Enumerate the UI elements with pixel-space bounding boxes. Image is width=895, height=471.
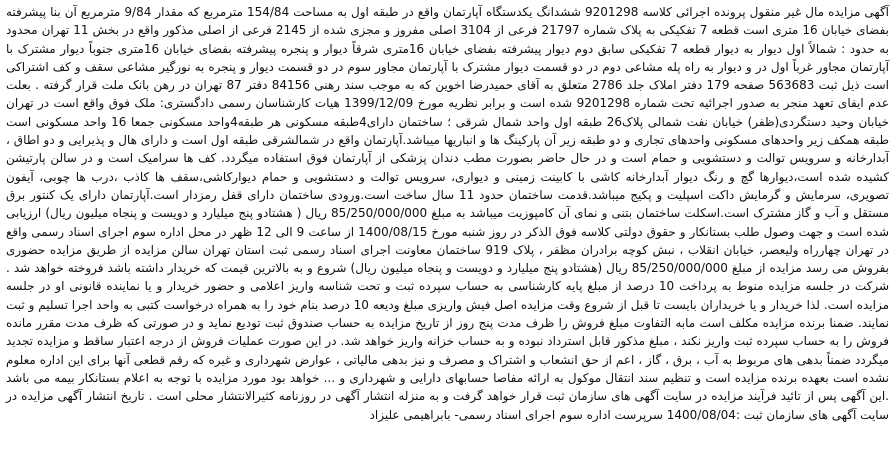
auction-notice-text: آگهی مزایده مال غیر منقول پرونده اجرائی کلاسه 9201298 ششدانگ یکدستگاه آپارتمان واقع در طبقه اول به مساحت 154/84 مترمربع که مقدار 9/84 مترمربع آن بنا پیشرفته بفضای خیابان 16 متری است قطعه 7 تفکیکی به پلاک شماره 21797 فرعی از 3104 اصلی مفروز و مجزی شده از 2145 فرعی از اصلی مذکور واقع در بخش 11 تهران محدود به حدود : شمالاً اول دیوار به دیوار قطعه 7 تفکیکی سابق دوم دیوار پیشرفته بفضای خیابان 16متری شرقاً دیوار و پنجره پیشرفته بفضای خیابان 16متری جنوباً دیوار مشترک با آپارتمان مجاور غرباً اول در و دیوار به راه پله مشاعی دوم در دو قسمت دیوار مشترک با آپارتمان مجاور سوم در دو قسمت دیوار و پنجره به نورگیر مشاعی سقف و کف اشتراکی است ذیل ثبت 563683 صفحه 179 دفتر املاک جلد 2786 متعلق به آقای حمیدرضا اخوین که به موجب سند رهنی 84156 دفتر 87 تهران در رهن بانک ملت قرار گرفته . بعلت عدم ایفای تعهد منجر به صدور اجرائیه تحت شماره 9201298 شده است و برابر نظریه مورخ 1399/12/09 هیات کارشناسان رسمی دادگستری: ملک فوق واقع است در تهران خیابان وحید دستگردی(ظفر) خیابان نفت شمالی پلاک26 طبقه اول واحد شمال شرقی ؛ ساختمان دارای4طبقه مسکونی هر طبقه4واحد مسکونی جمعا 16 واحد مسکونی است طبقه همکف زیر واحدهای مسکونی واحدهای تجاری و دو طبقه زیر آن پارکینگ ها و انباریها میباشد.آپارتمان واقع در شمالشرقی طبقه اول است و دارای هال و پذیرایی و دو اطاق ، آبدارخانه و سرویس توالت و دستشویی و حمام است و در حال حاضر بصورت مطب دندان پزشکی از آپارتمان فوق استفاده میگردد. کف ها سرامیک است و در سالن پارتیشن کشیده شده است،دیوارها گچ و رنگ دیوار آبدارخانه کاشی با کابینت زمینی و دیواری، سرویس توالت و دستشویی و حمام دیوارکاشی،سقف ها کاذب ،درب ها چوبی، آیفون تصویری، سرمایش و گرمایش داکت اسپلیت و پکیج میباشد.قدمت ساختمان حدود 11 سال ساخت است.ورودی ساختمان دارای قفل رمزدار است.آپارتمان دارای یک کنتور برق مستقل و آب و گاز مشترک است.اسکلت ساختمان بتنی و نمای آن کامپوزیت میباشد به مبلغ 85/250/000/000 ریال ( هشتادو پنج میلیارد و دویست و پنجاه میلیون ریال) ارزیابی شده است و جهت وصول طلب بستانکار و حقوق دولتی کلاسه فوق الذکر در روز شنبه مورخ 1400/08/15 از ساعت 9 الی 12 ظهر در محل اداره سوم اجرای اسناد رسمی واقع در تهران چهارراه ولیعصر، خیابان انقلاب ، نبش کوچه برادران مظفر ، پلاک 919 ساختمان معاونت اجرای اسناد رسمی ثبت استان تهران سالن مزایده از طریق مزایده حضوری بفروش می رسد مزایده از مبلغ 85/250/000/000 ریال (هشتادو پنج میلیارد و دویست و پنجاه میلیون ریال) شروع و به بالاترین قیمت که خریدار داشته باشد فروخته خواهد شد . شرکت در جلسه مزایده منوط به پرداخت 10 درصد از مبلغ پایه کارشناسی به حساب سپرده ثبت و تحت شناسه واریز اعلامی و حضور خریدار و یا نماینده قانونی او در جلسه مزایده است. لذا خریدار و یا خریداران بایست تا قبل از شروع وقت مزایده اصل فیش واریزی مبلغ ودیعه 10 درصد بنام خود را به همراه درخواست کتبی به واحد اجرا تسلیم و ثبت نمایند. ضمنا برنده مزایده مکلف است مابه التفاوت مبلغ فروش را ظرف مدت پنج روز از تاریخ مزایده به حساب صندوق ثبت تودیع نماید و در صورتی که ظرف مدت مقرر مانده فروش را به حساب سپرده ثبت واریز نکند ، مبلغ مذکور قابل استرداد نبوده و به حساب خزانه واریز خواهد شد. در این صورت عملیات فروش از درجه اعتبار ساقط و مزایده تجدید میگردد ضمناً بدهی های مربوط به آب ، برق ، گاز ، اعم از حق انشعاب و اشتراک و مصرف و نیز بدهی مالیاتی ، عوارض شهرداری و غیره که رقم قطعی آنها برای این اداره معلوم نشده است بعهده برنده مزایده است و تنظیم سند انتقال موکول به ارائه مفاصا حسابهای دارایی و شهرداری و ... خواهد بود مورد مزایده با توجه به اعلام بستانکار بیمه می باشد .این آگهی پس از تائید فرآیند مزایده در سایت آگهی های سازمان ثبت قرار خواهد گرفت و به منزله انتشار آگهی در روزنامه کثیرالانتشار محلی است . تاریخ انتشار آگهی مزایده در سایت آگهی های سازمان ثبت :1400/08/04 سرپرست اداره سوم اجرای اسناد رسمی- بابراهیمی علیزاد <box>6 5 890 422</box>
